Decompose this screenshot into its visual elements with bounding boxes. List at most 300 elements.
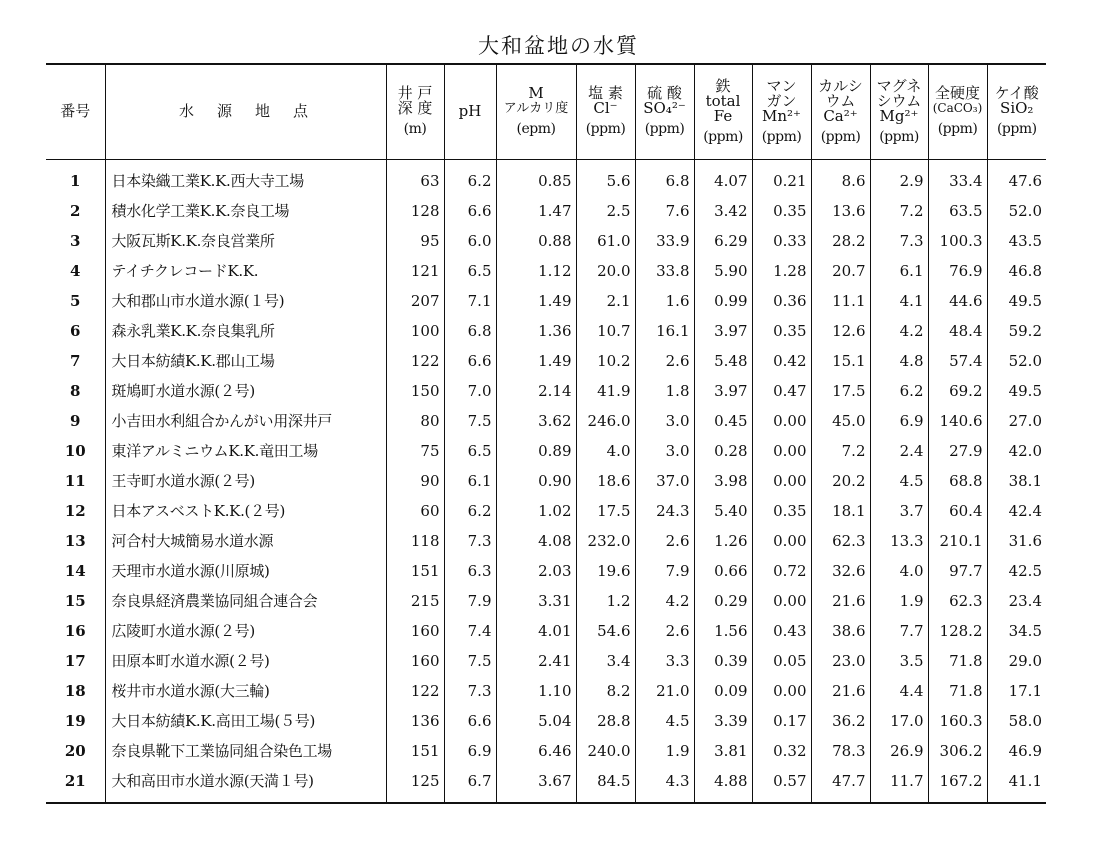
measurement-cell: 3.62 — [496, 406, 576, 436]
measurement-cell: 90 — [386, 466, 444, 496]
table-row — [46, 646, 1046, 676]
measurement-cell: 95 — [386, 226, 444, 256]
measurement-cell: 6.8 — [635, 159, 694, 196]
measurement-cell: 7.5 — [444, 646, 496, 676]
measurement-cell: 1.49 — [496, 286, 576, 316]
measurement-cell: 3.0 — [635, 436, 694, 466]
water-source-name: 小吉田水利組合かんがい用深井戸 — [105, 406, 386, 436]
measurement-cell: 4.4 — [870, 676, 928, 706]
measurement-cell: 1.56 — [694, 616, 752, 646]
row-number: 12 — [46, 496, 105, 526]
measurement-cell: 11.7 — [870, 766, 928, 803]
measurement-cell: 97.7 — [928, 556, 987, 586]
measurement-cell: 6.6 — [444, 346, 496, 376]
measurement-cell: 128.2 — [928, 616, 987, 646]
measurement-cell: 71.8 — [928, 646, 987, 676]
water-quality-table — [46, 63, 1046, 804]
measurement-cell: 84.5 — [576, 766, 635, 803]
measurement-cell: 3.97 — [694, 316, 752, 346]
measurement-cell: 3.31 — [496, 586, 576, 616]
table-row — [46, 256, 1046, 286]
measurement-cell: 0.35 — [752, 316, 811, 346]
measurement-cell: 5.04 — [496, 706, 576, 736]
measurement-cell: 6.2 — [444, 496, 496, 526]
measurement-cell: 3.0 — [635, 406, 694, 436]
table-row — [46, 376, 1046, 406]
measurement-cell: 19.6 — [576, 556, 635, 586]
measurement-cell: 150 — [386, 376, 444, 406]
measurement-cell: 80 — [386, 406, 444, 436]
measurement-cell: 42.5 — [987, 556, 1046, 586]
row-number: 20 — [46, 736, 105, 766]
header-manganese: マン ガン Mn²⁺ (ppm) — [752, 64, 811, 159]
measurement-cell: 23.4 — [987, 586, 1046, 616]
table-body — [46, 159, 1046, 803]
measurement-cell: 0.00 — [752, 406, 811, 436]
table-row — [46, 466, 1046, 496]
measurement-cell: 1.12 — [496, 256, 576, 286]
measurement-cell: 3.5 — [870, 646, 928, 676]
measurement-cell: 2.6 — [635, 526, 694, 556]
water-source-name: 日本アスベストK.K.(２号) — [105, 496, 386, 526]
row-number: 5 — [46, 286, 105, 316]
measurement-cell: 23.0 — [811, 646, 870, 676]
table-row — [46, 226, 1046, 256]
measurement-cell: 100.3 — [928, 226, 987, 256]
water-source-name: 大和高田市水道水源(天満１号) — [105, 766, 386, 803]
measurement-cell: 33.4 — [928, 159, 987, 196]
measurement-cell: 7.2 — [870, 196, 928, 226]
measurement-cell: 27.0 — [987, 406, 1046, 436]
measurement-cell: 37.0 — [635, 466, 694, 496]
measurement-cell: 3.67 — [496, 766, 576, 803]
measurement-cell: 240.0 — [576, 736, 635, 766]
measurement-cell: 6.9 — [870, 406, 928, 436]
header-no: 番号 — [46, 64, 105, 159]
measurement-cell: 41.1 — [987, 766, 1046, 803]
measurement-cell: 6.46 — [496, 736, 576, 766]
row-number: 13 — [46, 526, 105, 556]
water-source-name: 大日本紡績K.K.郡山工場 — [105, 346, 386, 376]
measurement-cell: 7.9 — [635, 556, 694, 586]
table-row — [46, 346, 1046, 376]
measurement-cell: 52.0 — [987, 196, 1046, 226]
measurement-cell: 7.7 — [870, 616, 928, 646]
water-source-name: 大阪瓦斯K.K.奈良営業所 — [105, 226, 386, 256]
measurement-cell: 17.1 — [987, 676, 1046, 706]
water-source-name: 奈良県靴下工業協同組合染色工場 — [105, 736, 386, 766]
measurement-cell: 58.0 — [987, 706, 1046, 736]
row-number: 6 — [46, 316, 105, 346]
measurement-cell: 2.41 — [496, 646, 576, 676]
table-row — [46, 616, 1046, 646]
measurement-cell: 59.2 — [987, 316, 1046, 346]
water-source-name: テイチクレコードK.K. — [105, 256, 386, 286]
measurement-cell: 0.35 — [752, 496, 811, 526]
measurement-cell: 0.85 — [496, 159, 576, 196]
measurement-cell: 160.3 — [928, 706, 987, 736]
measurement-cell: 160 — [386, 616, 444, 646]
measurement-cell: 75 — [386, 436, 444, 466]
measurement-cell: 0.00 — [752, 526, 811, 556]
measurement-cell: 12.6 — [811, 316, 870, 346]
measurement-cell: 38.1 — [987, 466, 1046, 496]
measurement-cell: 20.0 — [576, 256, 635, 286]
measurement-cell: 6.9 — [444, 736, 496, 766]
measurement-cell: 0.45 — [694, 406, 752, 436]
measurement-cell: 0.72 — [752, 556, 811, 586]
measurement-cell: 44.6 — [928, 286, 987, 316]
measurement-cell: 1.36 — [496, 316, 576, 346]
header-calcium: カルシ ウム Ca²⁺ (ppm) — [811, 64, 870, 159]
measurement-cell: 63 — [386, 159, 444, 196]
table-row — [46, 766, 1046, 803]
table-row — [46, 286, 1046, 316]
measurement-cell: 232.0 — [576, 526, 635, 556]
header-iron: 鉄 total Fe (ppm) — [694, 64, 752, 159]
measurement-cell: 57.4 — [928, 346, 987, 376]
measurement-cell: 210.1 — [928, 526, 987, 556]
measurement-cell: 3.39 — [694, 706, 752, 736]
measurement-cell: 4.0 — [576, 436, 635, 466]
measurement-cell: 5.90 — [694, 256, 752, 286]
header-m-alkalinity: M アルカリ度 (epm) — [496, 64, 576, 159]
measurement-cell: 0.90 — [496, 466, 576, 496]
measurement-cell: 100 — [386, 316, 444, 346]
measurement-cell: 0.21 — [752, 159, 811, 196]
measurement-cell: 0.36 — [752, 286, 811, 316]
measurement-cell: 1.8 — [635, 376, 694, 406]
measurement-cell: 118 — [386, 526, 444, 556]
measurement-cell: 246.0 — [576, 406, 635, 436]
measurement-cell: 34.5 — [987, 616, 1046, 646]
measurement-cell: 2.14 — [496, 376, 576, 406]
row-number: 16 — [46, 616, 105, 646]
measurement-cell: 207 — [386, 286, 444, 316]
measurement-cell: 49.5 — [987, 286, 1046, 316]
measurement-cell: 17.5 — [811, 376, 870, 406]
measurement-cell: 0.00 — [752, 676, 811, 706]
measurement-cell: 215 — [386, 586, 444, 616]
measurement-cell: 8.2 — [576, 676, 635, 706]
measurement-cell: 42.4 — [987, 496, 1046, 526]
measurement-cell: 5.40 — [694, 496, 752, 526]
water-source-name: 田原本町水道水源(２号) — [105, 646, 386, 676]
measurement-cell: 36.2 — [811, 706, 870, 736]
measurement-cell: 128 — [386, 196, 444, 226]
measurement-cell: 62.3 — [928, 586, 987, 616]
measurement-cell: 1.10 — [496, 676, 576, 706]
measurement-cell: 151 — [386, 556, 444, 586]
header-ph: pH — [444, 64, 496, 159]
measurement-cell: 306.2 — [928, 736, 987, 766]
measurement-cell: 4.8 — [870, 346, 928, 376]
measurement-cell: 6.8 — [444, 316, 496, 346]
measurement-cell: 32.6 — [811, 556, 870, 586]
measurement-cell: 68.8 — [928, 466, 987, 496]
measurement-cell: 7.5 — [444, 406, 496, 436]
table-row — [46, 406, 1046, 436]
measurement-cell: 0.17 — [752, 706, 811, 736]
measurement-cell: 3.4 — [576, 646, 635, 676]
measurement-cell: 2.6 — [635, 616, 694, 646]
measurement-cell: 10.7 — [576, 316, 635, 346]
measurement-cell: 1.26 — [694, 526, 752, 556]
measurement-cell: 48.4 — [928, 316, 987, 346]
measurement-cell: 4.1 — [870, 286, 928, 316]
measurement-cell: 10.2 — [576, 346, 635, 376]
measurement-cell: 1.28 — [752, 256, 811, 286]
water-source-name: 天理市水道水源(川原城) — [105, 556, 386, 586]
measurement-cell: 8.6 — [811, 159, 870, 196]
measurement-cell: 121 — [386, 256, 444, 286]
measurement-cell: 6.1 — [444, 466, 496, 496]
measurement-cell: 2.9 — [870, 159, 928, 196]
measurement-cell: 136 — [386, 706, 444, 736]
header-sulfate: 硫 酸 SO₄²⁻ (ppm) — [635, 64, 694, 159]
table-row — [46, 436, 1046, 466]
measurement-cell: 3.7 — [870, 496, 928, 526]
measurement-cell: 13.3 — [870, 526, 928, 556]
measurement-cell: 47.7 — [811, 766, 870, 803]
measurement-cell: 5.6 — [576, 159, 635, 196]
measurement-cell: 0.89 — [496, 436, 576, 466]
measurement-cell: 24.3 — [635, 496, 694, 526]
measurement-cell: 54.6 — [576, 616, 635, 646]
measurement-cell: 3.97 — [694, 376, 752, 406]
measurement-cell: 7.3 — [870, 226, 928, 256]
table-row — [46, 736, 1046, 766]
measurement-cell: 1.9 — [635, 736, 694, 766]
measurement-cell: 151 — [386, 736, 444, 766]
row-number: 9 — [46, 406, 105, 436]
measurement-cell: 0.09 — [694, 676, 752, 706]
measurement-cell: 52.0 — [987, 346, 1046, 376]
measurement-cell: 0.47 — [752, 376, 811, 406]
measurement-cell: 3.3 — [635, 646, 694, 676]
row-number: 3 — [46, 226, 105, 256]
measurement-cell: 15.1 — [811, 346, 870, 376]
measurement-cell: 2.03 — [496, 556, 576, 586]
measurement-cell: 7.2 — [811, 436, 870, 466]
measurement-cell: 6.5 — [444, 436, 496, 466]
measurement-cell: 46.8 — [987, 256, 1046, 286]
measurement-cell: 6.6 — [444, 706, 496, 736]
measurement-cell: 18.6 — [576, 466, 635, 496]
measurement-cell: 2.4 — [870, 436, 928, 466]
measurement-cell: 122 — [386, 346, 444, 376]
measurement-cell: 0.66 — [694, 556, 752, 586]
water-source-name: 大和郡山市水道水源(１号) — [105, 286, 386, 316]
header-depth: 井 戸 深 度 (m) — [386, 64, 444, 159]
water-source-name: 広陵町水道水源(２号) — [105, 616, 386, 646]
row-number: 14 — [46, 556, 105, 586]
measurement-cell: 7.3 — [444, 676, 496, 706]
header-total-hardness: 全硬度 (CaCO₃) (ppm) — [928, 64, 987, 159]
measurement-cell: 2.6 — [635, 346, 694, 376]
measurement-cell: 28.2 — [811, 226, 870, 256]
measurement-cell: 0.33 — [752, 226, 811, 256]
measurement-cell: 46.9 — [987, 736, 1046, 766]
water-source-name: 大日本紡績K.K.高田工場(５号) — [105, 706, 386, 736]
measurement-cell: 3.42 — [694, 196, 752, 226]
water-source-name: 森永乳業K.K.奈良集乳所 — [105, 316, 386, 346]
row-number: 8 — [46, 376, 105, 406]
header-magnesium: マグネ シウム Mg²⁺ (ppm) — [870, 64, 928, 159]
measurement-cell: 7.6 — [635, 196, 694, 226]
table-row — [46, 676, 1046, 706]
measurement-cell: 43.5 — [987, 226, 1046, 256]
measurement-cell: 41.9 — [576, 376, 635, 406]
measurement-cell: 1.02 — [496, 496, 576, 526]
measurement-cell: 0.43 — [752, 616, 811, 646]
measurement-cell: 122 — [386, 676, 444, 706]
measurement-cell: 4.3 — [635, 766, 694, 803]
measurement-cell: 61.0 — [576, 226, 635, 256]
measurement-cell: 0.32 — [752, 736, 811, 766]
measurement-cell: 47.6 — [987, 159, 1046, 196]
water-source-name: 斑鳩町水道水源(２号) — [105, 376, 386, 406]
table-row — [46, 556, 1046, 586]
measurement-cell: 17.0 — [870, 706, 928, 736]
measurement-cell: 21.6 — [811, 676, 870, 706]
measurement-cell: 63.5 — [928, 196, 987, 226]
measurement-cell: 13.6 — [811, 196, 870, 226]
measurement-cell: 1.9 — [870, 586, 928, 616]
measurement-cell: 6.6 — [444, 196, 496, 226]
measurement-cell: 11.1 — [811, 286, 870, 316]
measurement-cell: 140.6 — [928, 406, 987, 436]
measurement-cell: 0.57 — [752, 766, 811, 803]
measurement-cell: 160 — [386, 646, 444, 676]
measurement-cell: 27.9 — [928, 436, 987, 466]
water-source-name: 日本染織工業K.K.西大寺工場 — [105, 159, 386, 196]
measurement-cell: 38.6 — [811, 616, 870, 646]
measurement-cell: 0.29 — [694, 586, 752, 616]
measurement-cell: 7.4 — [444, 616, 496, 646]
water-source-name: 桜井市水道水源(大三輪) — [105, 676, 386, 706]
measurement-cell: 29.0 — [987, 646, 1046, 676]
measurement-cell: 45.0 — [811, 406, 870, 436]
measurement-cell: 49.5 — [987, 376, 1046, 406]
header-silica: ケイ酸 SiO₂ (ppm) — [987, 64, 1046, 159]
table-title: 大和盆地の水質 — [478, 34, 639, 58]
measurement-cell: 4.0 — [870, 556, 928, 586]
row-number: 7 — [46, 346, 105, 376]
measurement-cell: 33.8 — [635, 256, 694, 286]
measurement-cell: 0.35 — [752, 196, 811, 226]
measurement-cell: 7.0 — [444, 376, 496, 406]
measurement-cell: 7.3 — [444, 526, 496, 556]
measurement-cell: 18.1 — [811, 496, 870, 526]
measurement-cell: 42.0 — [987, 436, 1046, 466]
measurement-cell: 7.9 — [444, 586, 496, 616]
measurement-cell: 62.3 — [811, 526, 870, 556]
row-number: 19 — [46, 706, 105, 736]
water-source-name: 積水化学工業K.K.奈良工場 — [105, 196, 386, 226]
measurement-cell: 4.01 — [496, 616, 576, 646]
measurement-cell: 4.2 — [635, 586, 694, 616]
row-number: 15 — [46, 586, 105, 616]
measurement-cell: 125 — [386, 766, 444, 803]
measurement-cell: 60.4 — [928, 496, 987, 526]
measurement-cell: 1.49 — [496, 346, 576, 376]
measurement-cell: 21.0 — [635, 676, 694, 706]
measurement-cell: 6.3 — [444, 556, 496, 586]
row-number: 18 — [46, 676, 105, 706]
measurement-cell: 6.2 — [444, 159, 496, 196]
measurement-cell: 5.48 — [694, 346, 752, 376]
measurement-cell: 4.2 — [870, 316, 928, 346]
measurement-cell: 6.7 — [444, 766, 496, 803]
table-row — [46, 706, 1046, 736]
measurement-cell: 0.99 — [694, 286, 752, 316]
header-chloride: 塩 素 Cl⁻ (ppm) — [576, 64, 635, 159]
measurement-cell: 2.5 — [576, 196, 635, 226]
measurement-cell: 6.29 — [694, 226, 752, 256]
measurement-cell: 2.1 — [576, 286, 635, 316]
measurement-cell: 28.8 — [576, 706, 635, 736]
measurement-cell: 0.88 — [496, 226, 576, 256]
measurement-cell: 0.28 — [694, 436, 752, 466]
row-number: 11 — [46, 466, 105, 496]
measurement-cell: 1.6 — [635, 286, 694, 316]
measurement-cell: 69.2 — [928, 376, 987, 406]
measurement-cell: 31.6 — [987, 526, 1046, 556]
row-number: 2 — [46, 196, 105, 226]
row-number: 10 — [46, 436, 105, 466]
measurement-cell: 3.81 — [694, 736, 752, 766]
measurement-cell: 3.98 — [694, 466, 752, 496]
measurement-cell: 0.00 — [752, 436, 811, 466]
measurement-cell: 20.2 — [811, 466, 870, 496]
measurement-cell: 167.2 — [928, 766, 987, 803]
measurement-cell: 6.0 — [444, 226, 496, 256]
row-number: 4 — [46, 256, 105, 286]
table-row — [46, 586, 1046, 616]
water-source-name: 王寺町水道水源(２号) — [105, 466, 386, 496]
header-source: 水 源 地 点 — [105, 64, 386, 159]
measurement-cell: 78.3 — [811, 736, 870, 766]
measurement-cell: 17.5 — [576, 496, 635, 526]
measurement-cell: 6.5 — [444, 256, 496, 286]
measurement-cell: 26.9 — [870, 736, 928, 766]
row-number: 17 — [46, 646, 105, 676]
measurement-cell: 7.1 — [444, 286, 496, 316]
measurement-cell: 33.9 — [635, 226, 694, 256]
table-row — [46, 496, 1046, 526]
row-number: 21 — [46, 766, 105, 803]
water-source-name: 河合村大城簡易水道水源 — [105, 526, 386, 556]
row-number: 1 — [46, 159, 105, 196]
table-row — [46, 316, 1046, 346]
measurement-cell: 4.88 — [694, 766, 752, 803]
measurement-cell: 0.39 — [694, 646, 752, 676]
table-row — [46, 196, 1046, 226]
measurement-cell: 0.05 — [752, 646, 811, 676]
measurement-cell: 71.8 — [928, 676, 987, 706]
measurement-cell: 16.1 — [635, 316, 694, 346]
measurement-cell: 4.08 — [496, 526, 576, 556]
table-row — [46, 526, 1046, 556]
water-source-name: 奈良県経済農業協同組合連合会 — [105, 586, 386, 616]
measurement-cell: 60 — [386, 496, 444, 526]
water-source-name: 東洋アルミニウムK.K.竜田工場 — [105, 436, 386, 466]
measurement-cell: 4.5 — [870, 466, 928, 496]
measurement-cell: 20.7 — [811, 256, 870, 286]
measurement-cell: 1.2 — [576, 586, 635, 616]
measurement-cell: 76.9 — [928, 256, 987, 286]
